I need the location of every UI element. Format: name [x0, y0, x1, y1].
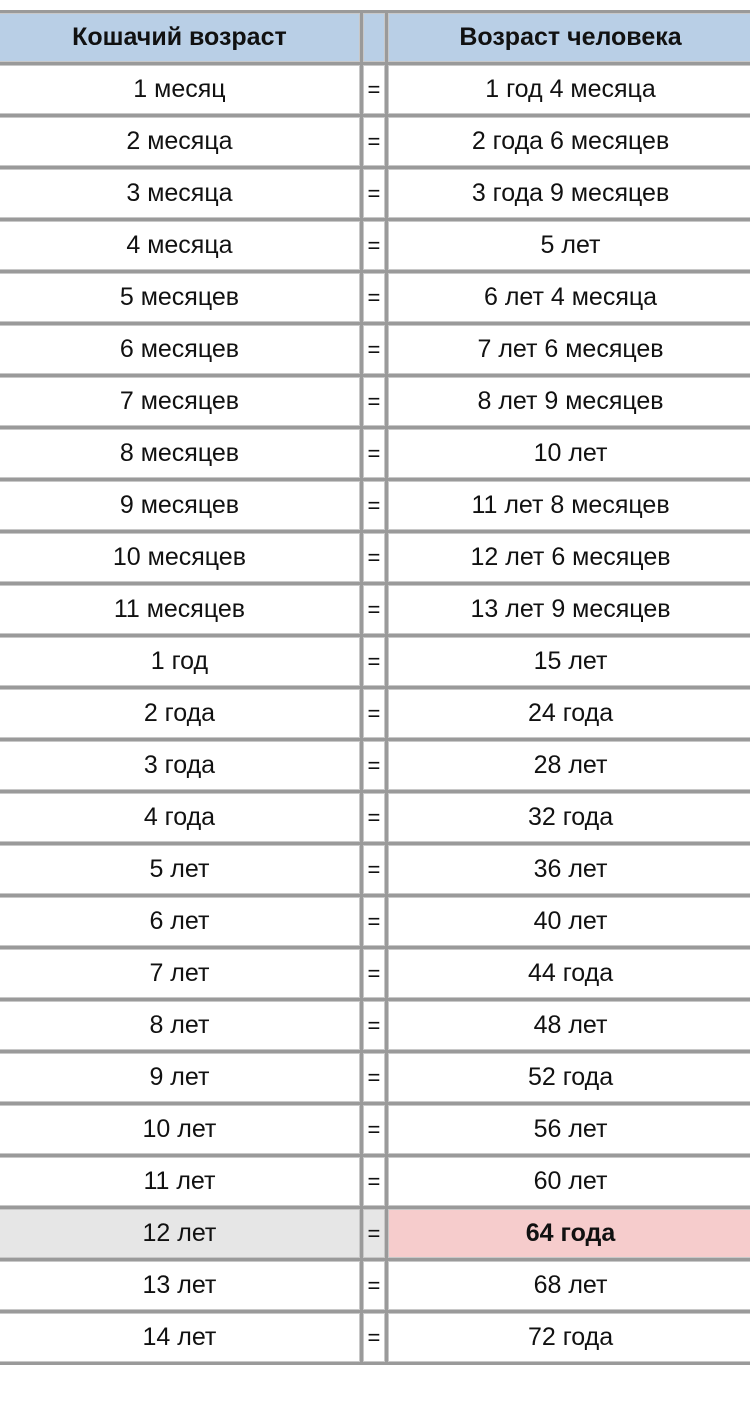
human-age-cell: 13 лет 9 месяцев	[388, 585, 750, 634]
cat-age-cell: 11 лет	[0, 1157, 360, 1206]
table-row	[0, 897, 750, 946]
equals-cell: =	[363, 429, 385, 478]
cat-age-cell: 3 года	[0, 741, 360, 790]
human-age-cell: 32 года	[388, 793, 750, 842]
human-age-cell: 12 лет 6 месяцев	[388, 533, 750, 582]
human-age-cell: 3 года 9 месяцев	[388, 169, 750, 218]
table-row	[0, 1157, 750, 1206]
human-age-cell: 2 года 6 месяцев	[388, 117, 750, 166]
cat-age-cell: 13 лет	[0, 1261, 360, 1310]
equals-cell: =	[363, 637, 385, 686]
equals-cell: =	[363, 689, 385, 738]
table-row	[0, 793, 750, 842]
cat-age-cell: 2 года	[0, 689, 360, 738]
cat-age-table	[0, 10, 750, 1365]
cat-age-cell: 4 месяца	[0, 221, 360, 270]
cat-age-cell: 5 лет	[0, 845, 360, 894]
cat-age-cell: 4 года	[0, 793, 360, 842]
human-age-cell: 10 лет	[388, 429, 750, 478]
equals-cell: =	[363, 845, 385, 894]
equals-cell: =	[363, 1209, 385, 1258]
equals-cell: =	[363, 793, 385, 842]
equals-cell: =	[363, 65, 385, 114]
table-row	[0, 689, 750, 738]
human-age-cell: 7 лет 6 месяцев	[388, 325, 750, 374]
table-row	[0, 65, 750, 114]
table-row	[0, 221, 750, 270]
equals-cell: =	[363, 741, 385, 790]
equals-cell: =	[363, 117, 385, 166]
cat-age-cell: 5 месяцев	[0, 273, 360, 322]
cat-age-cell: 6 месяцев	[0, 325, 360, 374]
table-row	[0, 117, 750, 166]
human-age-cell: 15 лет	[388, 637, 750, 686]
human-age-cell: 6 лет 4 месяца	[388, 273, 750, 322]
equals-cell: =	[363, 949, 385, 998]
table-row	[0, 533, 750, 582]
table-row	[0, 169, 750, 218]
table-row	[0, 481, 750, 530]
human-age-cell: 64 года	[388, 1209, 750, 1258]
cat-age-cell: 1 год	[0, 637, 360, 686]
human-age-cell: 48 лет	[388, 1001, 750, 1050]
human-age-cell: 72 года	[388, 1313, 750, 1362]
header-cat-age: Кошачий возраст	[0, 13, 360, 62]
table-row	[0, 377, 750, 426]
table-row	[0, 949, 750, 998]
cat-age-cell: 9 месяцев	[0, 481, 360, 530]
equals-cell: =	[363, 481, 385, 530]
human-age-cell: 28 лет	[388, 741, 750, 790]
table-row	[0, 1053, 750, 1102]
header-human-age: Возраст человека	[388, 13, 750, 62]
cat-age-cell: 10 лет	[0, 1105, 360, 1154]
cat-age-cell: 11 месяцев	[0, 585, 360, 634]
cat-age-cell: 7 лет	[0, 949, 360, 998]
equals-cell: =	[363, 585, 385, 634]
table-row	[0, 273, 750, 322]
cat-age-cell: 1 месяц	[0, 65, 360, 114]
equals-cell: =	[363, 1053, 385, 1102]
table-row	[0, 845, 750, 894]
cat-age-cell: 10 месяцев	[0, 533, 360, 582]
table-row	[0, 1261, 750, 1310]
header-separator	[363, 13, 385, 62]
equals-cell: =	[363, 325, 385, 374]
table-row	[0, 1313, 750, 1362]
table-row	[0, 429, 750, 478]
table-row	[0, 1105, 750, 1154]
equals-cell: =	[363, 1313, 385, 1362]
cat-age-cell: 14 лет	[0, 1313, 360, 1362]
cat-age-cell: 9 лет	[0, 1053, 360, 1102]
human-age-cell: 44 года	[388, 949, 750, 998]
cat-age-cell: 7 месяцев	[0, 377, 360, 426]
cat-age-cell: 8 лет	[0, 1001, 360, 1050]
human-age-cell: 8 лет 9 месяцев	[388, 377, 750, 426]
cat-age-cell: 2 месяца	[0, 117, 360, 166]
table-row	[0, 1001, 750, 1050]
cat-age-cell: 6 лет	[0, 897, 360, 946]
human-age-cell: 60 лет	[388, 1157, 750, 1206]
human-age-cell: 68 лет	[388, 1261, 750, 1310]
equals-cell: =	[363, 1105, 385, 1154]
human-age-cell: 56 лет	[388, 1105, 750, 1154]
table-row-highlighted	[0, 1209, 750, 1258]
equals-cell: =	[363, 221, 385, 270]
equals-cell: =	[363, 1157, 385, 1206]
equals-cell: =	[363, 1001, 385, 1050]
cat-age-cell: 8 месяцев	[0, 429, 360, 478]
header-row	[0, 13, 750, 62]
equals-cell: =	[363, 897, 385, 946]
cat-age-cell: 3 месяца	[0, 169, 360, 218]
equals-cell: =	[363, 533, 385, 582]
human-age-cell: 40 лет	[388, 897, 750, 946]
table-row	[0, 585, 750, 634]
human-age-cell: 36 лет	[388, 845, 750, 894]
table-row	[0, 325, 750, 374]
equals-cell: =	[363, 273, 385, 322]
equals-cell: =	[363, 1261, 385, 1310]
human-age-cell: 1 год 4 месяца	[388, 65, 750, 114]
table-body	[0, 65, 750, 1362]
human-age-cell: 52 года	[388, 1053, 750, 1102]
human-age-cell: 24 года	[388, 689, 750, 738]
cat-age-cell: 12 лет	[0, 1209, 360, 1258]
table-row	[0, 741, 750, 790]
equals-cell: =	[363, 169, 385, 218]
table-row	[0, 637, 750, 686]
equals-cell: =	[363, 377, 385, 426]
human-age-cell: 11 лет 8 месяцев	[388, 481, 750, 530]
human-age-cell: 5 лет	[388, 221, 750, 270]
